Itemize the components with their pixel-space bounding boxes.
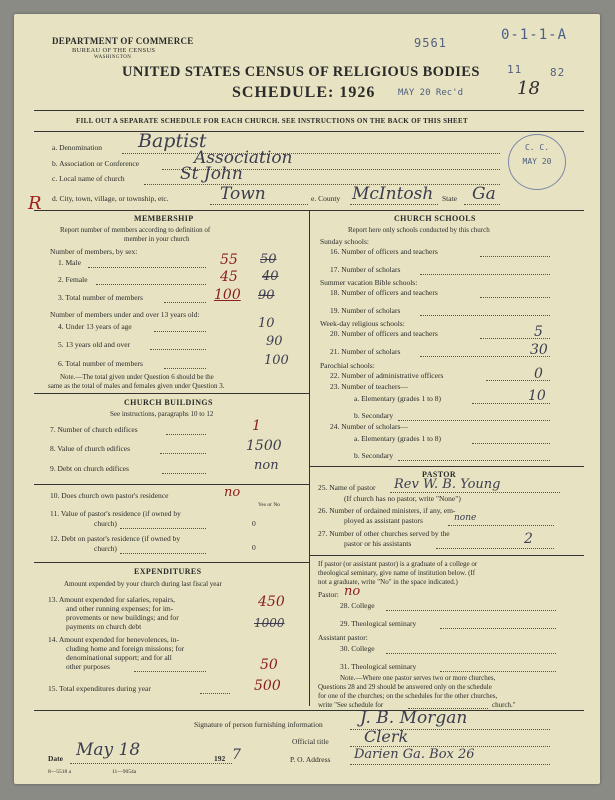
q24a-label: a. Elementary (grades 1 to 8): [354, 434, 442, 443]
q11-label-2: church): [94, 519, 117, 528]
q14-value: 50: [260, 657, 278, 673]
parochial-schools-label: Parochial schools:: [320, 361, 375, 370]
q23b-label: b. Secondary: [354, 411, 394, 420]
census-schedule-sheet: [14, 14, 600, 784]
q6-value: 100: [264, 353, 289, 368]
q20-value: 5: [534, 324, 543, 340]
q12-label-2: church): [94, 544, 117, 553]
q27-label-2: pastor or his assistants: [344, 539, 412, 548]
department-heading: DEPARTMENT OF COMMERCE: [52, 36, 194, 46]
q4-label: 4. Under 13 years of age: [58, 322, 132, 331]
q1-value: 55: [220, 252, 238, 268]
q13-line-2: and other running expenses; for im-: [66, 604, 174, 613]
city-label: d. City, town, village, or township, etc.: [52, 194, 169, 203]
q31-label: 31. Theological seminary: [340, 662, 417, 671]
local-name-label: c. Local name of church: [52, 174, 125, 183]
q13-line-4: payments on church debt: [66, 622, 142, 631]
q20-label: 20. Number of officers and teachers: [330, 329, 438, 338]
membership-intro-1: Report number of members according to definition of: [60, 226, 211, 234]
pastor-note-2: Questions 28 and 29 should be answered only on the schedule: [318, 683, 492, 691]
date-value: May 18: [76, 740, 141, 760]
q26-label-2: ployed as assistant pastors: [344, 516, 423, 525]
q27-value: 2: [524, 531, 533, 547]
q28-label: 28. College: [340, 601, 375, 610]
q9-label: 9. Debt on church edifices: [50, 464, 129, 473]
q9-value: non: [254, 458, 279, 473]
bureau-heading: BUREAU OF THE CENSUS: [72, 47, 156, 54]
denomination-value: Baptist: [138, 130, 207, 152]
serial-number: 9561: [414, 36, 447, 50]
q13-line-3: provements or new buildings; and for: [66, 613, 179, 622]
expenditures-heading: EXPENDITURES: [134, 567, 202, 576]
q25-note: (If church has no pastor, write "None"): [344, 494, 461, 503]
form-code: 0-1-1-A: [501, 27, 568, 43]
graduate-instruction-2: theological seminary, give name of institution below. (If: [318, 569, 476, 577]
q1-struck: 50: [260, 252, 277, 267]
instructions-rule: [34, 131, 584, 132]
q29-label: 29. Theological seminary: [340, 619, 417, 628]
membership-intro-2: member in your church: [124, 235, 190, 243]
q14-line-2: cluding home and foreign missions; for: [66, 644, 185, 653]
q2-struck: 40: [262, 269, 279, 284]
q21-label: 21. Number of scholars: [330, 347, 401, 356]
q8-value: 1500: [246, 438, 282, 454]
q7-value: 1: [252, 418, 261, 434]
buildings-subheading: See instructions, paragraphs 10 to 12: [110, 410, 214, 418]
q30-label: 30. College: [340, 644, 375, 653]
q11-label-1: 11. Value of pastor's residence (if owned by: [50, 509, 181, 518]
address-value: Darien Ga. Box 26: [354, 747, 475, 762]
membership-note-2: same as the total of males and females given under Question 3.: [48, 382, 225, 390]
county-label: e. County: [311, 194, 341, 203]
q24-label: 24. Number of scholars—: [330, 422, 408, 431]
q2-value: 45: [220, 269, 238, 285]
q3-struck: 90: [258, 288, 275, 303]
pastor-note-4: write "See schedule for: [318, 701, 384, 709]
q22-value: 0: [534, 366, 543, 382]
expenditures-subheading: Amount expended by your church during last fiscal year: [64, 580, 222, 588]
print-code: 11—9054a: [112, 769, 137, 775]
q19-label: 19. Number of scholars: [330, 306, 401, 315]
pastor-value: no: [344, 584, 361, 599]
q12-value: 0: [252, 543, 256, 552]
pastor-note-1: Note.—Where one pastor serves two or more churches,: [340, 674, 496, 682]
city-value: Town: [220, 184, 266, 204]
q15-value: 500: [254, 678, 281, 694]
assistant-pastor-label: Assistant pastor:: [318, 633, 368, 642]
state-value: Ga: [472, 184, 496, 204]
pastor-label: Pastor:: [318, 590, 339, 599]
official-title-label: Official title: [292, 737, 329, 746]
q13-value: 450: [258, 594, 285, 610]
q27-label-1: 27. Number of other churches served by the: [318, 529, 450, 538]
q13-line-1: 13. Amount expended for salaries, repairs,: [48, 595, 176, 604]
q1-label: 1. Male: [58, 258, 81, 267]
county-value: McIntosh: [352, 184, 434, 204]
q3-label: 3. Total number of members: [58, 293, 143, 302]
q4-value: 10: [258, 316, 275, 331]
q5-label: 5. 13 years old and over: [58, 340, 131, 349]
q13-struck: 1000: [254, 616, 285, 630]
q26-label-1: 26. Number of ordained ministers, if any, em-: [318, 506, 456, 515]
schedule-title: SCHEDULE: 1926: [232, 84, 376, 101]
city-heading: WASHINGTON: [94, 55, 132, 60]
q21-value: 30: [530, 342, 548, 358]
q6-label: 6. Total number of members: [58, 359, 143, 368]
column-divider: [309, 210, 310, 706]
q14-line-1: 14. Amount expended for benevolences, in-: [48, 635, 180, 644]
q14-line-4: other purposes: [66, 662, 110, 671]
q23-label: 23. Number of teachers—: [330, 382, 408, 391]
q2-label: 2. Female: [58, 275, 88, 284]
q23a-label: a. Elementary (grades 1 to 8): [354, 394, 442, 403]
sunday-schools-label: Sunday schools:: [320, 237, 369, 246]
address-label: P. O. Address: [290, 755, 331, 764]
year-suffix: 7: [232, 747, 241, 763]
top-rule: [34, 110, 584, 111]
weekday-schools-label: Week-day religious schools:: [320, 319, 405, 328]
membership-note-1: Note.—The total given under Question 6 should be the: [60, 373, 214, 381]
q10-label: 10. Does church own pastor's residence: [50, 491, 169, 500]
q16-label: 16. Number of officers and teachers: [330, 247, 438, 256]
q25-label: 25. Name of pastor: [318, 483, 376, 492]
by-sex-label: Number of members, by sex:: [50, 247, 138, 256]
q11-value: 0: [252, 519, 256, 528]
q23a-value: 10: [528, 388, 546, 404]
q10-value: no: [224, 485, 241, 500]
signature-label: Signature of person furnishing information: [194, 720, 323, 729]
association-value: Association: [194, 148, 293, 168]
form-title: UNITED STATES CENSUS OF RELIGIOUS BODIES: [122, 64, 480, 80]
summer-schools-label: Summer vacation Bible schools:: [320, 278, 418, 287]
cc-stamp: [508, 134, 566, 190]
q26-value: none: [454, 513, 477, 523]
association-label: b. Association or Conference: [52, 159, 140, 168]
q24b-label: b. Secondary: [354, 451, 394, 460]
q14-line-3: denominational support; and for all: [66, 653, 172, 662]
membership-heading: MEMBERSHIP: [134, 214, 194, 223]
pastor-note-3: for one of the churches; on the schedules for the other churches,: [318, 692, 498, 700]
q8-label: 8. Value of church edifices: [50, 444, 131, 453]
local-name-value: St John: [180, 164, 243, 184]
q7-label: 7. Number of church edifices: [50, 425, 138, 434]
stamp-number-a: 11: [507, 63, 523, 76]
received-stamp: MAY 20 Rec'd: [398, 88, 464, 98]
year-prefix: 192: [214, 754, 226, 763]
graduate-instruction-1: If pastor (or assistant pastor) is a graduate of a college or: [318, 560, 478, 568]
cc-stamp-line2: MAY 20: [522, 157, 552, 166]
q17-label: 17. Number of scholars: [330, 265, 401, 274]
instructions-line: FILL OUT A SEPARATE SCHEDULE FOR EACH CHURCH. SEE INSTRUCTIONS ON THE BACK OF THIS SHEET: [76, 117, 468, 125]
graduate-instruction-3: not a graduate, write "No" in the space indicated.): [318, 578, 458, 586]
age-intro: Number of members under and over 13 years old:: [50, 310, 200, 319]
signature-value: J. B. Morgan: [360, 708, 468, 728]
buildings-heading: CHURCH BUILDINGS: [124, 398, 213, 407]
q15-label: 15. Total expenditures during year: [48, 684, 151, 693]
q25-value: Rev W. B. Young: [394, 477, 501, 492]
schools-heading: CHURCH SCHOOLS: [394, 214, 476, 223]
q5-value: 90: [266, 334, 283, 349]
q22-label: 22. Number of administrative officers: [330, 371, 444, 380]
q18-label: 18. Number of officers and teachers: [330, 288, 438, 297]
stamp-number-b: 82: [550, 66, 566, 79]
q3-value: 100: [214, 287, 241, 303]
margin-mark: R: [28, 193, 42, 214]
date-label: Date: [48, 754, 63, 763]
cc-stamp-line1: C. C.: [524, 143, 550, 152]
pastor-note-5: church.": [492, 701, 516, 709]
denomination-label: a. Denomination: [52, 143, 102, 152]
official-title-value: Clerk: [364, 727, 409, 746]
handwritten-number: 18: [517, 78, 540, 99]
form-number: 8—5518 a: [48, 769, 72, 775]
schools-intro: Report here only schools conducted by this church: [348, 226, 490, 234]
q12-label-1: 12. Debt on pastor's residence (if owned by: [50, 534, 181, 543]
pastor-heading: PASTOR: [422, 470, 457, 479]
yes-or-no-note: Yes or No: [258, 502, 281, 508]
state-label: State: [442, 194, 457, 203]
